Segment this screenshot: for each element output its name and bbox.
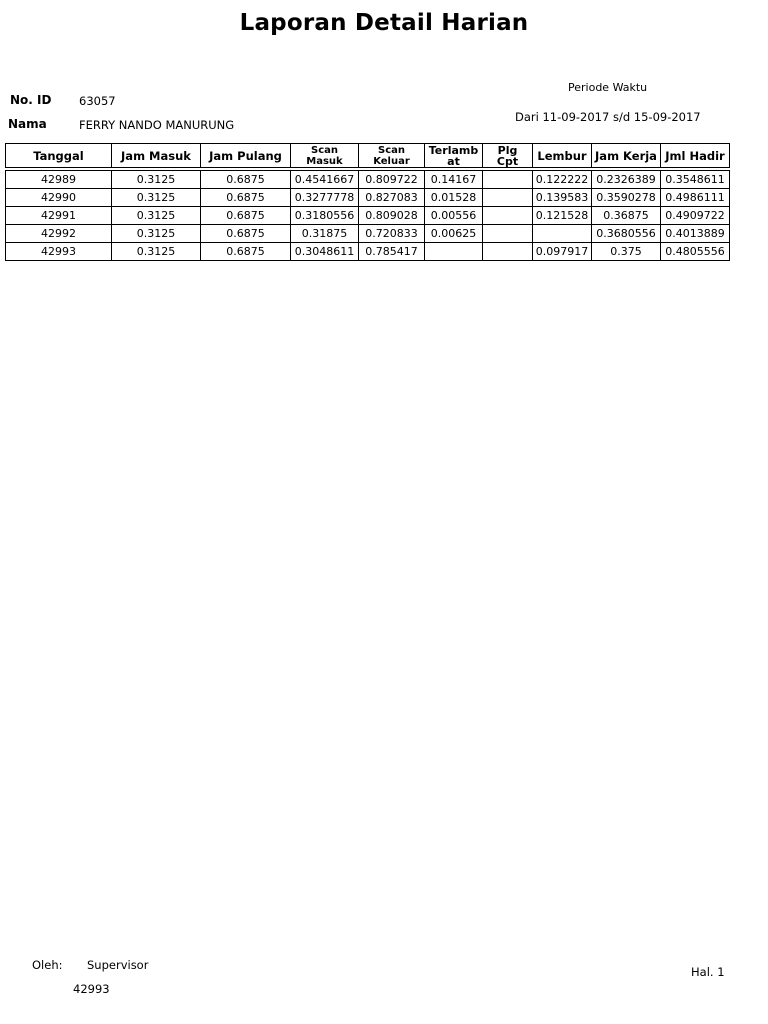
table-cell: 0.3590278 (592, 189, 661, 207)
table-cell (483, 207, 533, 225)
report-title: Laporan Detail Harian (239, 10, 529, 36)
table-cell: 0.6875 (201, 189, 291, 207)
table-cell: 0.121528 (533, 207, 592, 225)
table-cell: 0.00556 (425, 207, 483, 225)
period-range: Dari 11-09-2017 s/d 15-09-2017 (515, 110, 701, 124)
table-cell (533, 225, 592, 243)
table-cell: 0.3548611 (661, 171, 730, 189)
col-lembur: Lembur (533, 144, 592, 168)
col-scan-masuk: Scan Masuk (291, 144, 359, 168)
table-cell: 42989 (6, 171, 112, 189)
table-cell: 0.6875 (201, 243, 291, 261)
table-cell: 0.139583 (533, 189, 592, 207)
col-jam-masuk: Jam Masuk (112, 144, 201, 168)
page-number: Hal. 1 (691, 965, 725, 979)
col-tanggal: Tanggal (6, 144, 112, 168)
table-cell: 0.827083 (359, 189, 425, 207)
period-label: Periode Waktu (568, 81, 648, 94)
table-cell: 42992 (6, 225, 112, 243)
table-cell: 0.3125 (112, 225, 201, 243)
table-cell: 0.6875 (201, 171, 291, 189)
id-label: No. ID (10, 93, 52, 107)
table-row (6, 207, 730, 225)
name-value: FERRY NANDO MANURUNG (79, 118, 235, 132)
table-row (6, 225, 730, 243)
table-row (6, 171, 730, 189)
col-scan-keluar: Scan Keluar (359, 144, 425, 168)
table-cell: 0.14167 (425, 171, 483, 189)
table-cell: 42990 (6, 189, 112, 207)
col-jml-hadir: Jml Hadir (661, 144, 730, 168)
table-cell: 0.3680556 (592, 225, 661, 243)
table-cell: 0.375 (592, 243, 661, 261)
table-cell: 0.809722 (359, 171, 425, 189)
table-cell: 0.4541667 (291, 171, 359, 189)
table-cell: 0.3180556 (291, 207, 359, 225)
table-cell: 0.809028 (359, 207, 425, 225)
table-cell (483, 225, 533, 243)
table-cell: 0.6875 (201, 225, 291, 243)
table-row (6, 243, 730, 261)
table-cell: 0.2326389 (592, 171, 661, 189)
table-cell: 0.785417 (359, 243, 425, 261)
table-cell: 0.3048611 (291, 243, 359, 261)
table-cell: 0.3125 (112, 243, 201, 261)
table-cell: 0.097917 (533, 243, 592, 261)
table-cell (483, 189, 533, 207)
table-cell: 0.36875 (592, 207, 661, 225)
table-cell: 0.01528 (425, 189, 483, 207)
table-header (5, 143, 730, 168)
attendance-table (5, 170, 730, 261)
col-jam-pulang: Jam Pulang (201, 144, 291, 168)
col-jam-kerja: Jam Kerja (592, 144, 661, 168)
table-cell (425, 243, 483, 261)
col-terlambat: Terlamb at (425, 144, 483, 168)
table-cell: 42991 (6, 207, 112, 225)
table-cell: 0.4013889 (661, 225, 730, 243)
table-cell: 0.00625 (425, 225, 483, 243)
table-cell: 0.3125 (112, 207, 201, 225)
footer-date: 42993 (73, 982, 110, 996)
table-cell: 0.3125 (112, 189, 201, 207)
table-cell: 0.720833 (359, 225, 425, 243)
table-cell: 0.4909722 (661, 207, 730, 225)
signed-by-label: Oleh: (32, 958, 63, 972)
table-cell (483, 243, 533, 261)
table-cell: 0.31875 (291, 225, 359, 243)
table-row (6, 189, 730, 207)
table-cell: 0.6875 (201, 207, 291, 225)
table-cell: 42993 (6, 243, 112, 261)
table-cell: 0.4986111 (661, 189, 730, 207)
table-cell: 0.122222 (533, 171, 592, 189)
id-value: 63057 (79, 94, 116, 108)
table-cell: 0.3125 (112, 171, 201, 189)
table-cell: 0.4805556 (661, 243, 730, 261)
name-label: Nama (8, 117, 47, 131)
table-cell (483, 171, 533, 189)
col-plg-cpt: Plg Cpt (483, 144, 533, 168)
signed-by-value: Supervisor (87, 958, 149, 972)
table-cell: 0.3277778 (291, 189, 359, 207)
